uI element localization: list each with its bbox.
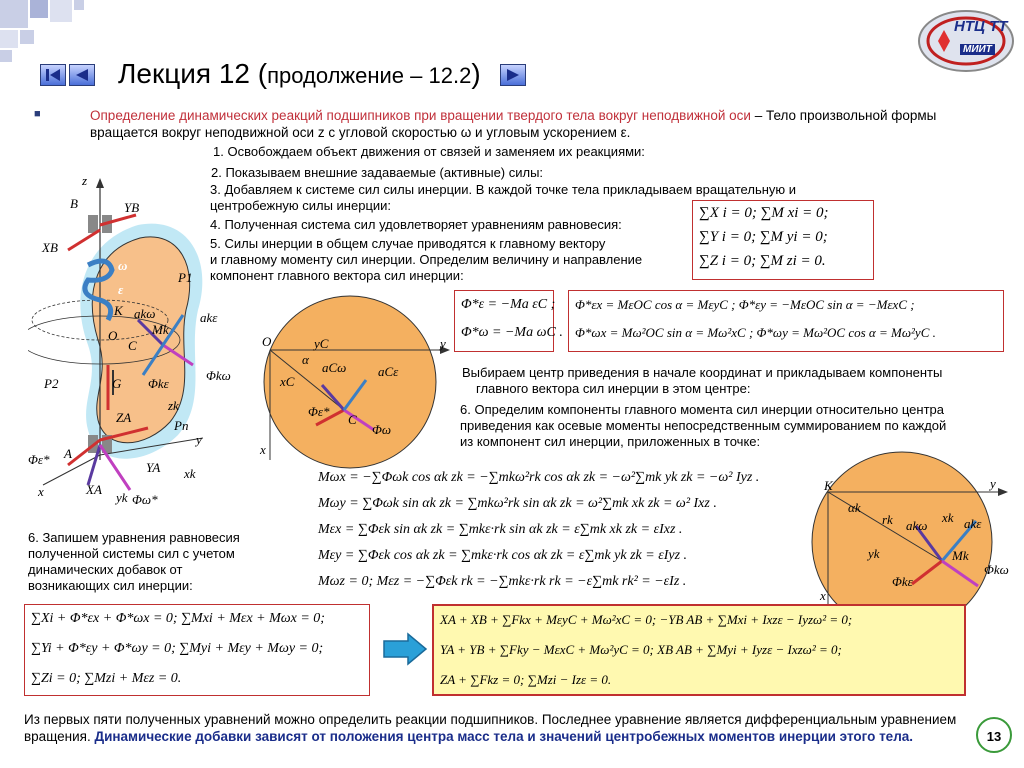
c1-label-yc: yC [314, 336, 329, 351]
step-5a: 5. Силы инерции в общем случае приводятся к главному вектору [210, 236, 606, 251]
step-3b: центробежную силы инерции: [210, 198, 392, 213]
fig-label-x: x [38, 484, 44, 499]
corner-square [0, 30, 18, 48]
fig-label-za: ZA [116, 410, 132, 425]
c1-label-c: C [348, 412, 357, 427]
moment-eq-5: Mωz = 0; Mεz = −∑Φεk rk = −∑mkε·rk rk = −ε∑mk rk² = −εIz . [318, 574, 687, 589]
fig-label-xb: XB [42, 240, 58, 255]
center-text-a: Выбираем центр приведения в начале координат и прикладываем компоненты [462, 365, 943, 380]
inertia-vector-box: Φ*ε = −Ma εC ; Φ*ω = −Ma ωC . [454, 290, 554, 352]
fig-label-y: y [196, 432, 202, 447]
logo [916, 8, 1016, 74]
logo-text-bottom: МИИТ [960, 44, 995, 55]
c2-label-alpha: αk [848, 500, 861, 515]
eq-text-b: полученной системы сил с учетом [28, 546, 235, 561]
step-6c: из компонент сил инерции, приложенных в точке: [460, 434, 761, 449]
c1-label-x: x [260, 442, 266, 457]
fig-label-b: B [70, 196, 78, 211]
fig-label-phi-eps: Φε* [28, 452, 50, 467]
fig-label-yb: YB [124, 200, 140, 215]
fig-label-phi-k-om: Φkω [206, 368, 231, 383]
moment-eq-4: Mεy = ∑Φεk cos αk zk = ∑mkε·rk cos αk zk = ε∑mk yk zk = εIyz . [318, 548, 688, 563]
fig-label-ak-om: akω [134, 306, 156, 321]
c2-label-mk: Mk [952, 548, 969, 563]
equilibrium-equations: ∑X i = 0; ∑M xi = 0; ∑Y i = 0; ∑M yi = 0; ∑Z i = 0; ∑M zi = 0. [692, 200, 874, 280]
c1-label-aceps: aCε [378, 364, 399, 379]
c2-label-phi-om: Φkω [984, 562, 1009, 577]
fig-label-zk: zk [168, 398, 179, 413]
logo-text-top: НТЦ ТТ [954, 18, 1008, 35]
page-number-badge: 13 [976, 717, 1012, 753]
nav-next-button[interactable] [500, 64, 526, 86]
fig-label-omega: ω [118, 258, 128, 273]
intro-text: Определение динамических реакций подшипников при вращении твердого тела вокруг неподвижной оси – Тело произвольной формы вращается вокруг неподвижной оси z с угловой скоростью ω и угловым ускорением ε. [90, 108, 937, 140]
step-2: 2. Показываем внешние задаваемые (активные) силы: [211, 165, 544, 180]
c2-label-phi-eps: Φkε [892, 574, 913, 589]
c1-label-phieps: Φε* [308, 404, 330, 419]
c1-label-y: y [440, 336, 446, 351]
moment-eq-2: Mωy = ∑Φωk sin αk zk = ∑mkω²rk sin αk zk = ω²∑mk xk zk = ω² Ixz . [318, 496, 717, 511]
fig-label-k: K [114, 303, 123, 318]
fig-label-g: G [112, 376, 122, 391]
skip-back-icon [41, 65, 65, 85]
fig-label-o: O [108, 328, 118, 343]
triangle-right-icon [501, 65, 525, 85]
step-6b: приведения как осевые моменты непосредственным суммированием по каждой [460, 418, 947, 433]
step-5b: и главному моменту сил инерции. Определим величину и направление [210, 252, 643, 267]
step-5c: компонент главного вектора сил инерции: [210, 268, 464, 283]
c2-label-xk: xk [942, 510, 954, 525]
eq-text-a: 6. Запишем уравнения равновесия [28, 530, 240, 545]
c2-label-ak-om: akω [906, 518, 928, 533]
c2-label-rk: rk [882, 512, 893, 527]
fig-label-phi-om: Φω* [132, 492, 158, 507]
fig-label-z: z [82, 173, 88, 188]
eq-text-d: возникающих сил инерции: [28, 578, 193, 593]
step-6a: 6. Определим компоненты главного момента сил инерции относительно центра [460, 402, 944, 417]
step-4: 4. Полученная система сил удовлетворяет уравнениям равновесия: [210, 217, 622, 232]
nav-prev-button[interactable] [69, 64, 95, 86]
fig-label-eps: ε [118, 282, 124, 297]
fig-label-ak-eps: akε [200, 310, 218, 325]
c1-label-acom: aCω [322, 360, 347, 375]
corner-square [0, 0, 28, 28]
eq-text-c: динамических добавок от [28, 562, 183, 577]
moment-eq-1: Mωx = −∑Φωk cos αk zk = −∑mkω²rk cos αk zk = −ω²∑mk yk zk = −ω² Iyz . [318, 470, 760, 485]
fig-label-ya: YA [146, 460, 161, 475]
c2-label-ak-eps: akε [964, 516, 982, 531]
corner-square [20, 30, 34, 44]
fig-label-xa: XA [86, 482, 102, 497]
c1-label-xc: xC [280, 374, 295, 389]
fig-label-xk: xk [184, 466, 196, 481]
center-text-b: главного вектора сил инерции в этом центре: [476, 381, 751, 396]
final-equations-right: XA + XB + ∑Fkx + MεyC + Mω²xC = 0; −YB AB + ∑Mxi + Ixzε − Iyzω² = 0; YA + YB + ∑Fky − MεxC + Mω²yC = 0; XB AB + ∑Myi + Iyzε − Ixzω² = 0; ZA + ∑Fkz = 0; ∑Mzi − Izε = 0. [432, 604, 966, 696]
corner-square [74, 0, 84, 10]
fig-label-yk: yk [116, 490, 128, 505]
moment-eq-3: Mεx = ∑Φεk sin αk zk = ∑mkε·rk sin αk zk = ε∑mk xk zk = εIxz . [318, 522, 683, 537]
c1-label-alpha: α [302, 352, 309, 367]
page-title: Лекция 12 (продолжение – 12.2) [118, 58, 481, 89]
fig-label-a: A [64, 446, 72, 461]
bottom-text: Из первых пяти полученных уравнений можно определить реакции подшипников. Последнее уравнение является дифференциальным уравнением вращения. Динамические добавки зависят от положения центра масс тела и значений центробежных моментов инерции этого тела. [24, 712, 957, 744]
inertia-components-box: Φ*εx = MεOC cos α = MεyC ; Φ*εy = −MεOC sin α = −MεxC ; Φ*ωx = Mω²OC sin α = Mω²xC ; Φ*ωy = Mω²OC cos α = Mω²yC . [568, 290, 1004, 352]
bullet: ■ [34, 108, 41, 120]
fig-label-mk: Mk [152, 322, 169, 337]
step-1: 1. Освобождаем объект движения от связей и заменяем их реакциями: [213, 144, 645, 159]
c2-label-k: K [824, 478, 833, 493]
step-3a: 3. Добавляем к системе сил силы инерции. В каждой точке тела прикладываем вращательную и [210, 182, 797, 197]
fig-label-phi-k-eps: Φkε [148, 376, 169, 391]
c1-label-o: O [262, 334, 272, 349]
fig-label-p1: P1 [178, 270, 193, 285]
c2-label-yk: yk [868, 546, 880, 561]
triangle-left-icon [70, 65, 94, 85]
nav-first-button[interactable] [40, 64, 66, 86]
fig-label-pn: Pn [174, 418, 189, 433]
corner-square [30, 0, 48, 18]
c1-label-phiom: Φω [372, 422, 392, 437]
c2-label-x: x [820, 588, 826, 603]
c2-label-y: y [990, 476, 996, 491]
corner-square [0, 50, 12, 62]
fig-label-c: C [128, 338, 137, 353]
corner-square [50, 0, 72, 22]
final-equations-left: ∑Xi + Φ*εx + Φ*ωx = 0; ∑Mxi + Mεx + Mωx = 0; ∑Yi + Φ*εy + Φ*ωy = 0; ∑Myi + Mεy + Mωy = 0; ∑Zi = 0; ∑Mzi + Mεz = 0. [24, 604, 370, 696]
right-arrow-icon [382, 632, 428, 666]
fig-label-p2: P2 [44, 376, 59, 391]
